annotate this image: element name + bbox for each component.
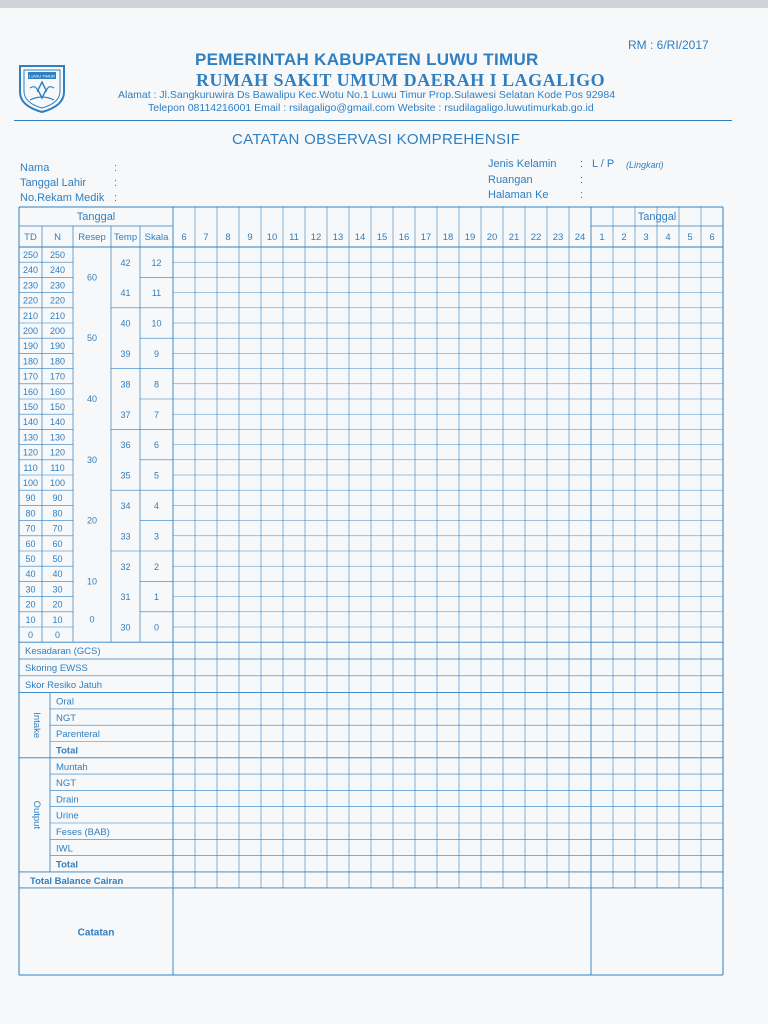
td-value: 150 [22, 402, 39, 412]
td-value: 250 [22, 250, 39, 260]
field-colon: : [580, 174, 584, 186]
field-colon: : [580, 158, 584, 170]
field-label-birthdate: Tanggal Lahir [20, 177, 87, 189]
n-value: 0 [54, 630, 61, 640]
skala-value: 11 [151, 288, 162, 299]
n-value: 70 [52, 523, 63, 534]
n-value: 220 [49, 295, 66, 306]
skala-value: 7 [153, 409, 160, 420]
td-value: 40 [25, 569, 36, 580]
td-value: 60 [25, 538, 36, 549]
n-value: 180 [49, 356, 66, 367]
hour-label: 1 [599, 232, 605, 243]
n-value: 160 [49, 386, 66, 397]
hour-label: 2 [621, 232, 627, 243]
skala-value: 12 [151, 257, 162, 268]
n-value: 40 [52, 569, 63, 580]
resep-value: 10 [86, 576, 98, 587]
temp-value: 40 [120, 318, 131, 329]
intake-row-label: Total [56, 745, 78, 757]
skala-value: 4 [153, 501, 160, 512]
field-colon: : [114, 162, 118, 174]
td-value: 130 [22, 432, 39, 443]
n-value: 200 [49, 326, 66, 336]
hour-label: 8 [225, 232, 231, 243]
col-header-td: TD [24, 232, 37, 243]
intake-row-label: Parenteral [56, 729, 100, 741]
td-value: 100 [22, 478, 39, 488]
td-value: 230 [22, 280, 39, 291]
hospital-name: RUMAH SAKIT UMUM DAERAH I LAGALIGO [196, 70, 606, 90]
gender-options: L / P [592, 158, 615, 170]
output-row-label: Muntah [56, 761, 88, 773]
gender-note: (Lingkari) [626, 160, 664, 170]
td-value: 200 [22, 326, 39, 336]
resep-value: 0 [89, 614, 95, 625]
n-value: 20 [52, 599, 63, 610]
field-label-room: Ruangan [488, 174, 533, 186]
col-header-skala: Skala [144, 232, 169, 243]
hour-label: 17 [420, 232, 432, 243]
output-row-label: Drain [56, 794, 79, 806]
temp-value: 31 [120, 592, 131, 603]
skala-value: 2 [153, 561, 160, 572]
n-value: 50 [52, 554, 63, 564]
n-value: 120 [49, 447, 66, 458]
td-value: 0 [27, 630, 34, 640]
svg-text:LUWU TIMUR: LUWU TIMUR [29, 73, 55, 79]
n-value: 250 [49, 250, 66, 260]
n-value: 100 [49, 478, 66, 488]
td-value: 210 [22, 310, 39, 321]
hospital-contact: Telepon 08114216001 Email : rsilagaligo@gmail.com Website : rsudilagaligo.luwutimurkab.go.id [148, 102, 594, 114]
hour-label: 19 [464, 232, 476, 243]
form-code: RM : 6/RI/2017 [628, 38, 709, 52]
temp-value: 34 [120, 501, 131, 512]
n-value: 190 [49, 341, 66, 352]
resep-value: 40 [86, 394, 98, 404]
temp-value: 36 [120, 440, 131, 451]
temp-value: 38 [120, 379, 131, 390]
td-value: 240 [22, 265, 39, 276]
notes-label: Catatan [77, 927, 115, 939]
field-colon: : [580, 189, 584, 201]
skala-value: 0 [153, 622, 160, 633]
hour-label: 16 [398, 232, 410, 243]
n-value: 130 [49, 432, 66, 443]
field-label-gender: Jenis Kelamin [488, 158, 557, 170]
n-value: 140 [49, 417, 66, 428]
hour-label: 14 [354, 232, 366, 243]
hour-label: 18 [442, 232, 454, 243]
score-row-label: Skoring EWSS [25, 663, 88, 674]
col-header-temp: Temp [113, 232, 138, 243]
td-value: 30 [25, 584, 36, 595]
skala-value: 9 [153, 349, 160, 360]
hour-label: 20 [486, 232, 498, 243]
field-colon: : [114, 177, 118, 189]
td-value: 170 [22, 371, 39, 382]
hour-label: 12 [310, 232, 322, 243]
col-header-resep: Resep [78, 232, 106, 243]
hour-label: 11 [289, 232, 299, 243]
hour-label: 22 [530, 232, 542, 243]
skala-value: 1 [153, 592, 160, 603]
hour-label: 7 [203, 232, 209, 243]
n-value: 210 [49, 310, 66, 321]
td-value: 10 [25, 614, 36, 625]
hour-label: 5 [687, 232, 693, 243]
hour-label: 6 [181, 232, 187, 243]
hour-label: 3 [643, 232, 649, 243]
n-value: 150 [49, 402, 66, 412]
government-name: PEMERINTAH KABUPATEN LUWU TIMUR [195, 50, 539, 69]
n-value: 80 [52, 508, 63, 519]
temp-value: 30 [120, 622, 131, 633]
tanggal-label: Tanggal [76, 211, 116, 223]
n-value: 240 [49, 265, 66, 276]
hour-label: 23 [552, 232, 564, 243]
n-value: 30 [52, 584, 63, 595]
resep-value: 30 [86, 454, 98, 465]
score-row-label: Kesadaran (GCS) [25, 646, 101, 658]
field-colon: : [114, 192, 118, 204]
field-label-nama: Nama [20, 162, 50, 174]
td-value: 190 [22, 341, 39, 352]
intake-row-label: Oral [56, 696, 74, 708]
skala-value: 6 [153, 440, 160, 451]
temp-value: 42 [120, 257, 131, 268]
temp-value: 39 [120, 349, 131, 360]
hospital-address: Alamat : Jl.Sangkuruwira Ds Bawalipu Kec.Wotu No.1 Luwu Timur Prop.Sulawesi Selatan Kode Pos 92984 [118, 89, 616, 101]
balance-label: Total Balance Cairan [30, 875, 124, 887]
n-value: 230 [49, 280, 66, 291]
td-value: 20 [25, 599, 36, 610]
hour-label: 21 [508, 232, 520, 243]
temp-value: 41 [120, 288, 131, 299]
td-value: 110 [23, 462, 38, 473]
output-row-label: Feses (BAB) [56, 827, 110, 838]
td-value: 160 [22, 386, 39, 397]
td-value: 180 [22, 356, 39, 367]
output-row-label: Total [56, 859, 78, 871]
temp-value: 37 [120, 409, 131, 420]
tanggal-label-right: Tanggal [637, 211, 677, 223]
hour-label: 15 [376, 232, 388, 243]
resep-value: 60 [86, 272, 98, 283]
field-label-page: Halaman Ke [488, 189, 549, 201]
output-row-label: IWL [56, 843, 73, 855]
output-section-label: Output [31, 800, 42, 830]
score-row-label: Skor Resiko Jatuh [25, 679, 103, 691]
temp-value: 32 [120, 561, 131, 572]
skala-value: 8 [153, 379, 160, 390]
td-value: 120 [22, 447, 39, 458]
td-value: 90 [25, 493, 36, 504]
hour-label: 13 [332, 232, 344, 243]
output-row-label: NGT [56, 778, 77, 790]
hour-label: 9 [247, 232, 253, 243]
hour-label: 4 [665, 232, 671, 243]
skala-value: 3 [153, 531, 160, 542]
skala-value: 5 [153, 470, 160, 481]
td-value: 50 [25, 554, 36, 564]
n-value: 110 [50, 462, 65, 473]
intake-section-label: Intake [31, 712, 42, 739]
td-value: 80 [25, 508, 36, 519]
hour-label: 6 [709, 232, 715, 243]
intake-row-label: NGT [56, 712, 77, 724]
skala-value: 10 [151, 318, 162, 329]
col-header-n: N [54, 232, 61, 243]
temp-value: 33 [120, 531, 131, 542]
n-value: 170 [49, 371, 66, 382]
field-label-medical-record: No.Rekam Medik [20, 192, 105, 204]
td-value: 70 [25, 523, 36, 534]
resep-value: 20 [86, 515, 98, 526]
resep-value: 50 [86, 333, 98, 344]
hour-label: 24 [574, 232, 586, 243]
output-row-label: Urine [56, 810, 79, 822]
hour-label: 10 [266, 232, 278, 243]
temp-value: 35 [120, 470, 131, 481]
n-value: 60 [52, 538, 63, 549]
n-value: 90 [52, 493, 63, 504]
form-title: CATATAN OBSERVASI KOMPREHENSIF [232, 131, 521, 148]
n-value: 10 [52, 614, 63, 625]
td-value: 140 [22, 417, 39, 428]
td-value: 220 [22, 295, 39, 306]
